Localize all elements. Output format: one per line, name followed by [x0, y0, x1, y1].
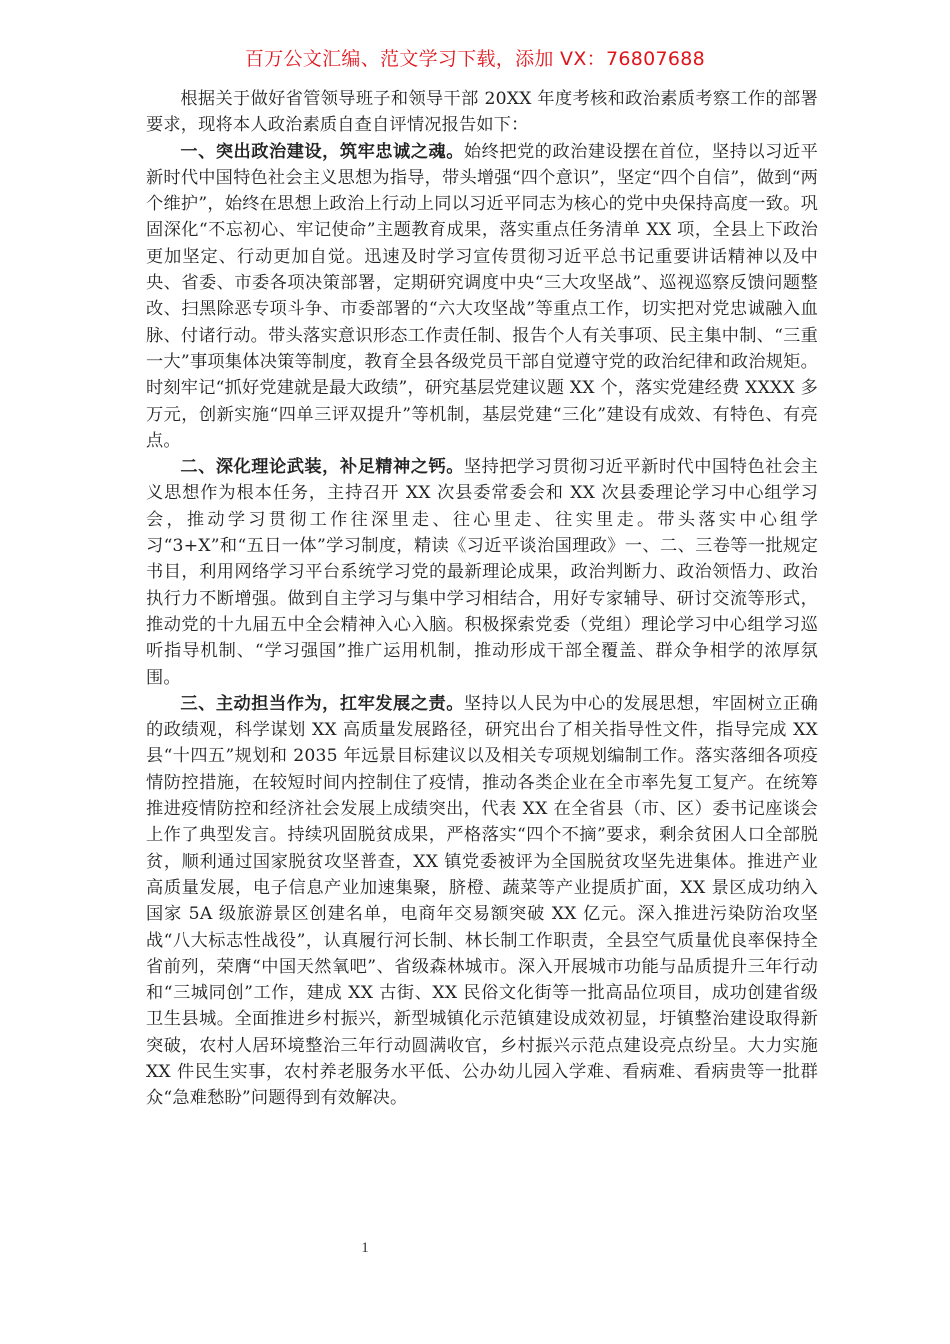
section-heading-1: 一、突出政治建设，筑牢忠诚之魂。: [180, 141, 464, 162]
section-body-3: 坚持以人民为中心的发展思想，牢固树立正确的政绩观，科学谋划 XX 高质量发展路径，研究出台了相关指导性文件，指导完成 XX 县“十四五”规划和 2035 年远景目标建议以及相关专项规划编制工作。落实落细各项疫情防控措施，在较短时间内控制住了疫情，推动各类企业在全市率先复工复产。在统筹推进疫情防控和经济社会发展上成绩突出，代表 XX 在全省县（市、区）委书记座谈会上作了典型发言。持续巩固脱贫成果，严格落实“四个不摘”要求，剩余贫困人口全部脱贫，顺利通过国家脱贫攻坚普查，XX 镇党委被评为全国脱贫攻坚先进集体。推进产业高质量发展，电子信息产业加速集聚，脐橙、蔬菜等产业提质扩面，XX 景区成功纳入国家 5A 级旅游景区创建名单，电商年交易额突破 XX 亿元。深入推进污染防治攻坚战“八大标志性战役”，认真履行河长制、林长制工作职责，全县空气质量优良率保持全省前列，荣膺“中国天然氧吧”、省级森林城市。深入开展城市功能与品质提升三年行动和“三城同创”工作，建成 XX 古街、XX 民俗文化街等一批高品位项目，成功创建省级卫生县城。全面推进乡村振兴，新型城镇化示范镇建设成效初显，圩镇整治建设取得新突破，农村人居环境整治三年行动圆满收官，乡村振兴示范点建设亮点纷呈。大力实施 XX 件民生实事，农村养老服务水平低、公办幼儿园入学难、看病难、看病贵等一批群众“急难愁盼”问题得到有效解决。: [146, 693, 818, 1109]
section-paragraph-2: [146, 454, 818, 691]
page-number: 1: [361, 1240, 369, 1256]
section-body-2: 坚持把学习贯彻习近平新时代中国特色社会主义思想作为根本任务，主持召开 XX 次县委常委会和 XX 次县委理论学习中心组学习会，推动学习贯彻工作往深里走、往心里走、往实里走。带头落实中心组学习“3+X”和“五日一体”学习制度，精读《习近平谈治国理政》一、二、三卷等一批规定书目，利用网络学习平台系统学习党的最新理论成果，政治判断力、政治领悟力、政治执行力不断增强。做到自主学习与集中学习相结合，用好专家辅导、研讨交流等形式，推动党的十九届五中全会精神入心入脑。积极探索党委（党组）理论学习中心组学习巡听指导机制、“学习强国”推广运用机制，推动形成干部全覆盖、群众争相学的浓厚氛围。: [146, 457, 818, 688]
section-heading-3: 三、主动担当作为，扛牢发展之责。: [180, 693, 464, 714]
section-paragraph-3: [146, 691, 818, 1112]
document-body: [146, 86, 818, 1112]
section-heading-2: 二、深化理论武装，补足精神之钙。: [180, 457, 464, 478]
section-paragraph-1: [146, 139, 818, 455]
watermark-banner: 百万公文汇编、范文学习下载，添加 VX：76807688: [244, 48, 706, 70]
intro-paragraph: 根据关于做好省管领导班子和领导干部 20XX 年度考核和政治素质考察工作的部署要求，现将本人政治素质自查自评情况报告如下：: [146, 89, 818, 136]
section-body-1: 始终把党的政治建设摆在首位，坚持以习近平新时代中国特色社会主义思想为指导，带头增强“四个意识”，坚定“四个自信”，做到“两个维护”，始终在思想上政治上行动上同以习近平同志为核心的党中央保持高度一致。巩固深化“不忘初心、牢记使命”主题教育成果，落实重点任务清单 XX 项，全县上下政治更加坚定、行动更加自觉。迅速及时学习宣传贯彻习近平总书记重要讲话精神以及中央、省委、市委各项决策部署，定期研究调度中央“三大攻坚战”、巡视巡察反馈问题整改、扫黑除恶专项斗争、市委部署的“六大攻坚战”等重点工作，切实把对党忠诚融入血脉、付诸行动。带头落实意识形态工作责任制、报告个人有关事项、民主集中制、“三重一大”事项集体决策等制度，教育全县各级党员干部自觉遵守党的政治纪律和政治规矩。时刻牢记“抓好党建就是最大政绩”，研究基层党建议题 XX 个，落实党建经费 XXXX 多万元，创新实施“四单三评双提升”等机制，基层党建“三化”建设有成效、有特色、有亮点。: [146, 141, 818, 451]
